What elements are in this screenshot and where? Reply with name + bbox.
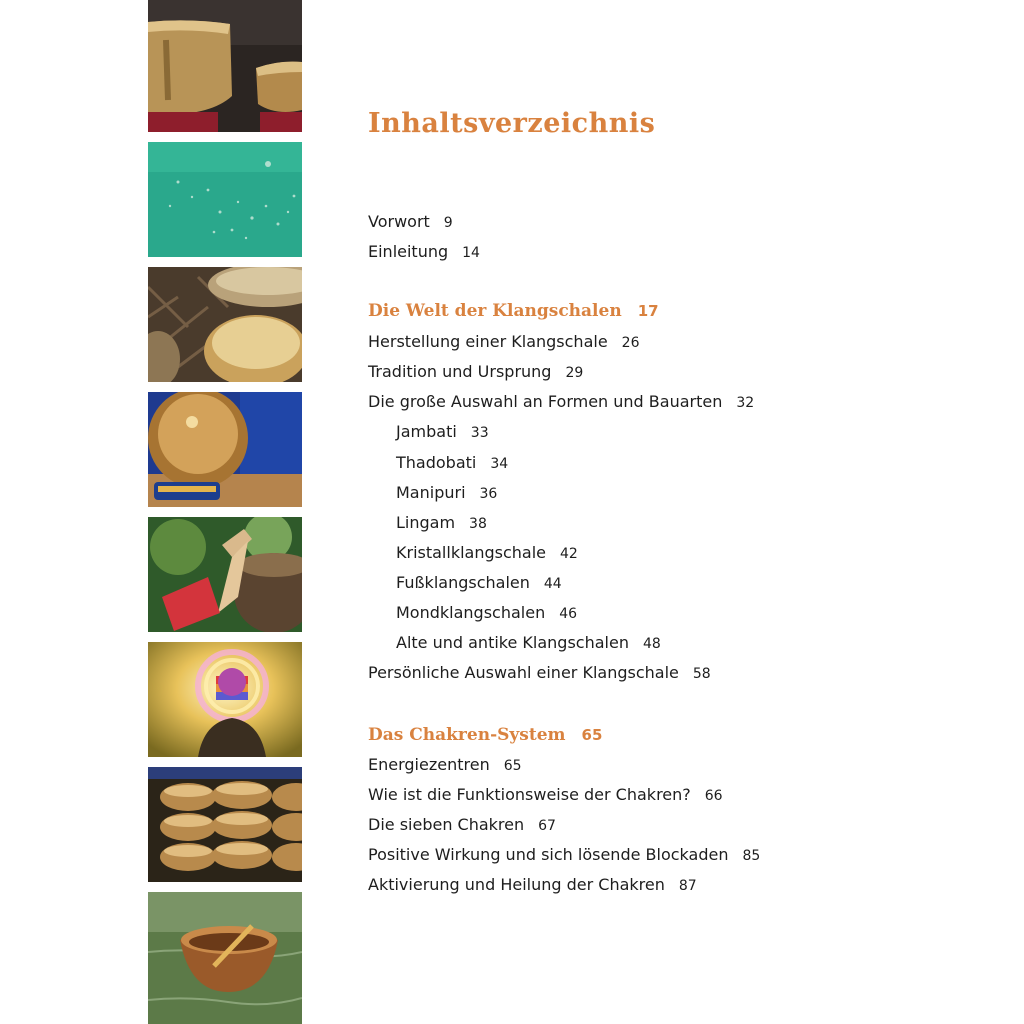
entry-page: 65 — [503, 758, 522, 774]
photo-turquoise-surface — [148, 142, 302, 257]
entry-page: 66 — [704, 788, 723, 804]
toc-subentry — [396, 483, 497, 504]
entry-page: 32 — [736, 395, 755, 411]
photo-bowl-blue-wall — [148, 392, 302, 507]
entry-label: Manipuri — [396, 483, 466, 502]
photo-strip — [148, 0, 302, 1024]
toc-subentry — [396, 453, 508, 474]
entry-page: 36 — [479, 486, 498, 502]
entry-label: Herstellung einer Klangschale — [368, 332, 608, 351]
photo-bowls-on-leaves — [148, 267, 302, 382]
entry-label: Alte und antike Klangschalen — [396, 633, 629, 652]
entry-label: Vorwort — [368, 212, 430, 231]
page-title: Inhaltsverzeichnis — [368, 108, 656, 139]
toc-entry — [368, 785, 723, 806]
entry-page: 44 — [543, 576, 562, 592]
entry-page: 38 — [469, 516, 487, 532]
toc-subentry — [396, 543, 578, 564]
toc-entry — [368, 815, 556, 836]
entry-label: Mondklangschalen — [396, 603, 546, 622]
toc-entry — [368, 755, 522, 776]
toc-entry — [368, 332, 640, 353]
section-title: Das Chakren-System — [368, 725, 566, 745]
entry-page: 42 — [560, 546, 578, 562]
toc-subentry — [396, 633, 661, 654]
entry-page: 87 — [678, 878, 697, 894]
section-page: 17 — [637, 302, 659, 320]
toc-subentry — [396, 422, 489, 443]
photo-aura-person — [148, 642, 302, 757]
entry-label: Die sieben Chakren — [368, 815, 525, 834]
entry-page: 48 — [642, 636, 661, 652]
entry-page: 67 — [538, 818, 556, 834]
section-heading — [368, 300, 659, 322]
entry-label: Die große Auswahl an Formen und Bauarten — [368, 392, 723, 411]
section-page: 65 — [581, 726, 603, 744]
toc-entry — [368, 845, 760, 866]
toc-subentry — [396, 573, 562, 594]
entry-page: 14 — [462, 245, 480, 261]
entry-page: 85 — [742, 848, 761, 864]
entry-label: Einleitung — [368, 242, 449, 261]
entry-label: Thadobati — [396, 453, 477, 472]
entry-label: Energiezentren — [368, 755, 490, 774]
toc-entry — [368, 663, 711, 684]
toc-entry — [368, 242, 480, 263]
entry-page: 33 — [470, 425, 489, 441]
entry-label: Tradition und Ursprung — [368, 362, 552, 381]
photo-stacked-bowls — [148, 767, 302, 882]
entry-page: 46 — [559, 606, 578, 622]
toc-entry — [368, 212, 453, 233]
entry-label: Wie ist die Funktionsweise der Chakren? — [368, 785, 691, 804]
entry-page: 58 — [692, 666, 711, 682]
section-title: Die Welt der Klangschalen — [368, 301, 622, 321]
entry-label: Lingam — [396, 513, 456, 532]
entry-label: Positive Wirkung und sich lösende Blockaden — [368, 845, 729, 864]
photo-red-mallet — [148, 517, 302, 632]
toc-entry — [368, 392, 754, 413]
toc-entry — [368, 362, 583, 383]
photo-singing-bowls-dark — [148, 0, 302, 132]
entry-label: Aktivierung und Heilung der Chakren — [368, 875, 665, 894]
entry-label: Persönliche Auswahl einer Klangschale — [368, 663, 679, 682]
entry-label: Fußklangschalen — [396, 573, 530, 592]
toc-subentry — [396, 603, 577, 624]
entry-page: 29 — [565, 365, 584, 381]
toc-entry — [368, 875, 697, 896]
toc-subentry — [396, 513, 487, 534]
photo-bowl-in-water — [148, 892, 302, 1024]
section-heading — [368, 724, 602, 746]
entry-page: 9 — [443, 215, 453, 231]
entry-label: Kristallklangschale — [396, 543, 546, 562]
entry-page: 26 — [621, 335, 640, 351]
entry-page: 34 — [490, 456, 509, 472]
entry-label: Jambati — [396, 422, 457, 441]
